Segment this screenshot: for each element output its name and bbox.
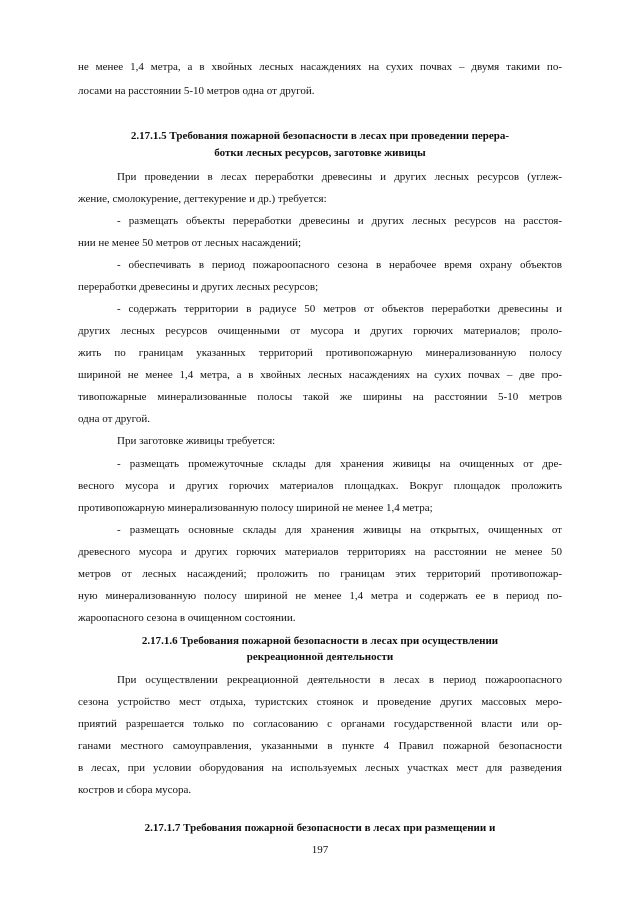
paragraph-line: одна от другой. [78,413,151,425]
section-heading-line: рекреационной деятельности [246,651,394,663]
paragraph-line: противопожарную минерализованную полосу шириной не менее 1,4 метра; [78,502,433,514]
paragraph-line: - содержать территории в радиусе 50 метров от объектов переработки древесины и [117,303,562,315]
paragraph-line: шириной не менее 1,4 метра, а в хвойных лесных насаждениях на сухих почвах – две про- [78,369,562,381]
paragraph-line: метров от лесных насаждений; проложить по границам этих территорий противопожар- [78,568,562,580]
section-heading-line: 2.17.1.5 Требования пожарной безопасности в лесах при проведении перера- [130,130,510,142]
paragraph-line: тивопожарные минерализованные полосы такой же ширины на расстоянии 5-10 метров [78,391,562,403]
paragraph-line: переработки древесины и других лесных ресурсов; [78,281,319,293]
paragraph-line: ную минерализованную полосу шириной не менее 1,4 метра и содержать ее в период по- [78,590,562,602]
paragraph-line: - размещать промежуточные склады для хранения живицы на очищенных от дре- [117,458,562,470]
paragraph-line: костров и сбора мусора. [78,784,192,796]
section-heading-line: 2.17.1.7 Требования пожарной безопасности в лесах при размещении и [144,822,496,834]
paragraph-line: - размещать основные склады для хранения живицы на открытых, очищенных от [117,524,562,536]
paragraph-line: - размещать объекты переработки древесины и других лесных ресурсов на расстоя- [117,215,562,227]
section-heading-line: ботки лесных ресурсов, заготовке живицы [214,147,426,159]
paragraph-line: При осуществлении рекреационной деятельности в лесах в период пожароопасного [117,674,562,686]
section-heading-line: 2.17.1.6 Требования пожарной безопасности в лесах при осуществлении [141,635,499,647]
paragraph-line: лосами на расстоянии 5-10 метров одна от другой. [78,85,315,97]
paragraph-line: жить по границам указанных территорий противопожарную минерализованную полосу [78,347,562,359]
page-number: 197 [311,844,329,856]
paragraph-line: приятий разрешается только по согласованию с органами государственной власти или ор- [78,718,562,730]
paragraph-line: При проведении в лесах переработки древесины и других лесных ресурсов (углеж- [117,171,562,183]
paragraph-line: не менее 1,4 метра, а в хвойных лесных насаждениях на сухих почвах – двумя такими по- [78,61,562,73]
paragraph-line: сезона устройство мест отдыха, туристских стоянок и проведение других массовых меро- [78,696,562,708]
paragraph-line: При заготовке живицы требуется: [117,435,276,447]
paragraph-line: в лесах, при условии оборудования на используемых лесных участках мест для разведения [78,762,562,774]
paragraph-line: других лесных ресурсов очищенными от мусора и других горючих материалов; проло- [78,325,562,337]
paragraph-line: - обеспечивать в период пожароопасного сезона в нерабочее время охрану объектов [117,259,562,271]
paragraph-line: нии не менее 50 метров от лесных насаждений; [78,237,302,249]
paragraph-line: древесного мусора и других горючих материалов территориях на расстоянии не менее 50 [78,546,562,558]
paragraph-line: жароопасного сезона в очищенном состоянии. [78,612,296,624]
paragraph-line: ганами местного самоуправления, указанными в пункте 4 Правил пожарной безопасности [78,740,562,752]
paragraph-line: весного мусора и других горючих материалов площадках. Вокруг площадок проложить [78,480,562,492]
paragraph-line: жение, смолокурение, дегтекурение и др.) требуется: [78,193,327,205]
